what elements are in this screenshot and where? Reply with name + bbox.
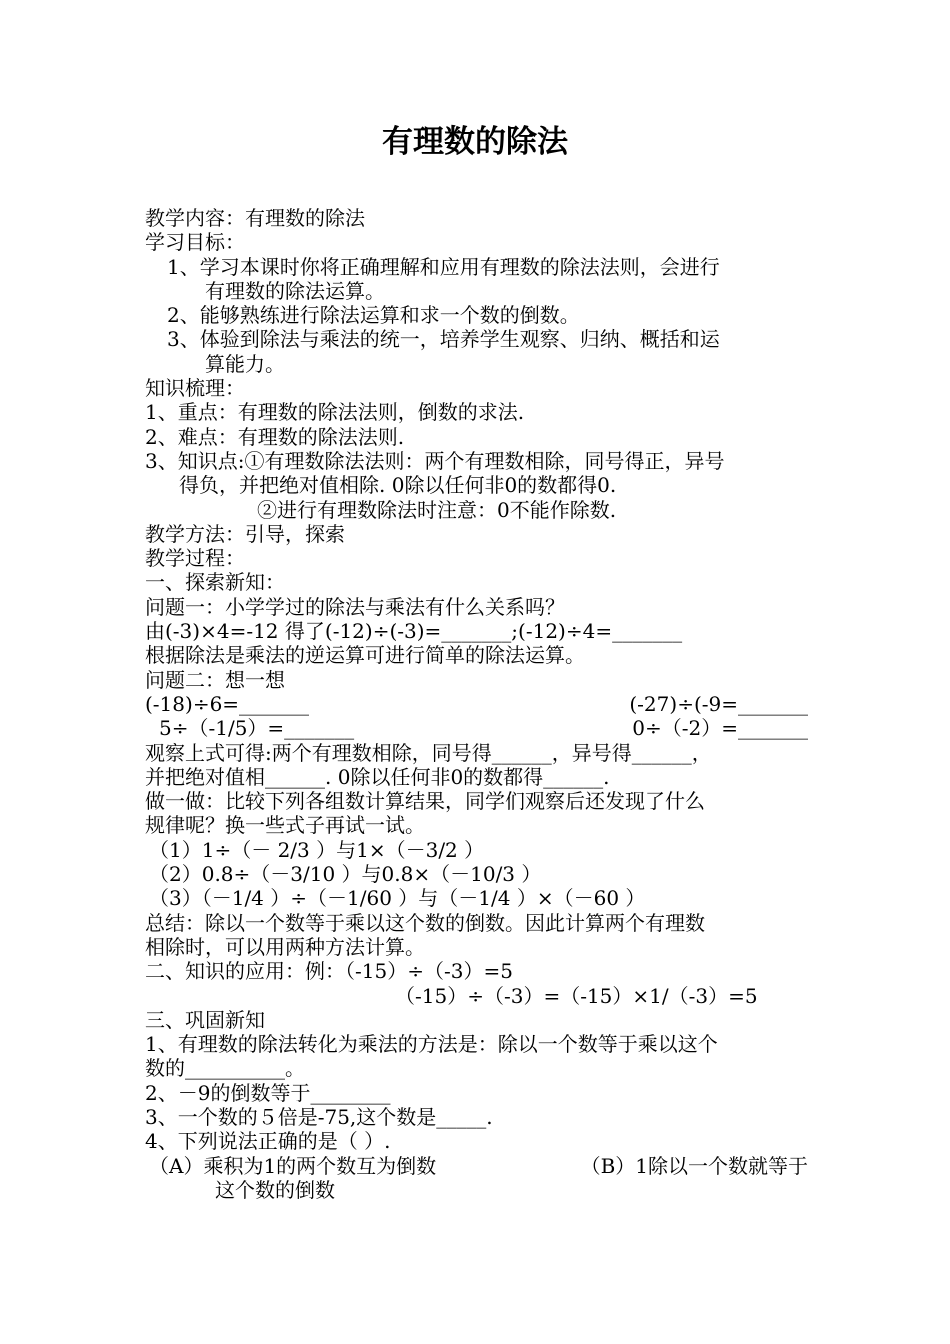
consolidate-2: 2、－9的倒数等于________ <box>145 1080 391 1105</box>
summary-2: 相除时，可以用两种方法计算。 <box>145 934 425 959</box>
question-2-row-1 <box>145 692 808 716</box>
question-2: 问题二：想一想 <box>145 667 285 692</box>
knowledge-3-cont: 得负，并把绝对值相除. 0除以任何非0的数都得0. <box>179 473 617 498</box>
consolidate-4: 4、下列说法正确的是（ ）. <box>145 1129 391 1154</box>
practice-item-1: （1）1÷（－ 2/3 ）与1×（－3/2 ） <box>149 837 485 862</box>
goal-3: 3、体验到除法与乘法的统一，培养学生观察、归纳、概括和运 <box>167 327 720 352</box>
practice-1: 做一做：比较下列各组数计算结果，同学们观察后还发现了什么 <box>145 789 705 814</box>
goal-2: 2、能够熟练进行除法运算和求一个数的倒数。 <box>167 303 580 328</box>
question-2-row-2 <box>145 716 808 740</box>
consolidate-3: 3、一个数的５倍是-75,这个数是_____. <box>145 1104 493 1129</box>
teaching-method: 教学方法：引导，探索 <box>145 521 345 546</box>
question-1-line-2: 由(-3)×4=-12 得了(-12)÷(-3)=_______;(-12)÷4=_______ <box>145 619 683 644</box>
process-heading: 教学过程： <box>145 546 245 571</box>
section-2: 二、知识的应用：例：（-15）÷（-3）=5 <box>145 959 513 984</box>
knowledge-1: 1、重点：有理数的除法法则，倒数的求法. <box>145 400 525 425</box>
option-a-cont: 这个数的倒数 <box>215 1177 335 1202</box>
practice-item-2: （2）0.8÷（－3/10 ）与0.8×（－10/3 ） <box>149 862 542 887</box>
observation-2: 并把绝对值相______. 0除以任何非0的数都得______. <box>145 764 610 789</box>
teaching-content: 教学内容：有理数的除法 <box>145 206 365 230</box>
question-1-line-3: 根据除法是乘法的逆运算可进行简单的除法运算。 <box>145 643 585 668</box>
question-2-row-2-left: 5÷（-1/5）=_______ <box>159 716 355 741</box>
observation-1: 观察上式可得:两个有理数相除，同号得______，异号得______， <box>145 740 712 765</box>
knowledge-3-note: ②进行有理数除法时注意：0不能作除数. <box>257 497 617 522</box>
section-3: 三、巩固新知 <box>145 1007 265 1032</box>
section-2-example: （-15）÷（-3）=（-15）×1/（-3）=5 <box>395 983 758 1008</box>
section-1: 一、探索新知： <box>145 570 285 595</box>
consolidate-1-cont: 数的__________。 <box>145 1056 305 1081</box>
question-2-row-1-right: (-27)÷(-9=_______ <box>629 691 808 716</box>
knowledge-heading: 知识梳理： <box>145 376 245 401</box>
consolidate-4-options <box>145 1154 808 1178</box>
question-2-row-2-right: 0÷（-2）=_______ <box>632 716 808 741</box>
practice-2: 规律呢？换一些式子再试一试。 <box>145 813 425 838</box>
consolidate-1: 1、有理数的除法转化为乘法的方法是：除以一个数等于乘以这个 <box>145 1032 718 1057</box>
knowledge-2: 2、难点：有理数的除法法则. <box>145 424 405 449</box>
question-2-row-1-left: (-18)÷6=_______ <box>145 691 310 716</box>
goal-1-cont: 有理数的除法运算。 <box>205 278 385 303</box>
page-title: 有理数的除法 <box>382 124 568 160</box>
goal-3-cont: 算能力。 <box>205 351 285 376</box>
goal-1: 1、学习本课时你将正确理解和应用有理数的除法法则，会进行 <box>167 254 720 279</box>
goals-heading: 学习目标： <box>145 230 245 255</box>
summary-1: 总结：除以一个数等于乘以这个数的倒数。因此计算两个有理数 <box>145 910 705 935</box>
question-1: 问题一：小学学过的除法与乘法有什么关系吗？ <box>145 594 565 619</box>
option-b: （B）1除以一个数就等于 <box>580 1153 808 1178</box>
practice-item-3: （3）（－1/4 ）÷（－1/60 ）与（－1/4 ）×（－60 ） <box>149 886 646 911</box>
knowledge-3: 3、知识点:①有理数除法法则：两个有理数相除，同号得正，异号 <box>145 448 725 473</box>
option-a: （A）乘积为1的两个数互为倒数 <box>149 1153 437 1178</box>
document-body <box>145 206 808 1202</box>
